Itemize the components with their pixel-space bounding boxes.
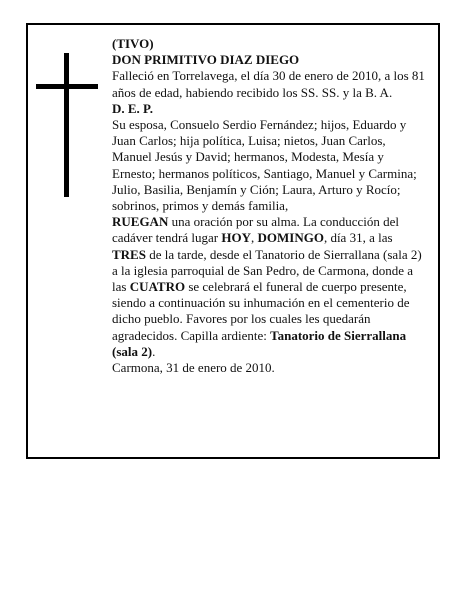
hoy-word: HOY [221, 230, 251, 246]
notice-heading-tivo: (TIVO) [112, 36, 154, 51]
cuatro-word: CUATRO [129, 279, 186, 295]
dep-line: D. E. P. [112, 100, 154, 116]
family-list: Su esposa, Consuelo Serdio Fernández; hijos, Eduardo y Juan Carlos; hija política, Luisa; nietos, Juan Carlos, Manuel Jesús y David; hermanos, Modesta, Mesía y Ernesto; hermanos políticos, Santiago, Manuel y Carmina; Julio, Basilia, Benjamín y Ción; Laura, Arturo y Rocío; sobrinos, primos y demás familia, [112, 117, 417, 214]
funeral-details [112, 214, 427, 360]
funeral-text-5: se celebrará el funeral de cuerpo presente, siendo a continuación su inhumación en el cementerio de dicho pueblo. Favores por los cuales les quedarán agradecidos. Capilla ardiente: [112, 279, 410, 343]
deceased-name: DON PRIMITIVO DIAZ DIEGO [112, 52, 300, 68]
closing-line: Carmona, 31 de enero de 2010. [112, 360, 275, 376]
cross-vertical-bar [64, 53, 69, 197]
funeral-text-3: , día 31, a las [323, 230, 393, 246]
funeral-text-4: de la tarde, desde el Tanatorio de Sierrallana (sala 2) a la iglesia parroquial de San Pedro, de Carmona, donde a las [112, 246, 422, 295]
cross-horizontal-bar [36, 84, 98, 89]
ruegan-word: RUEGAN [112, 214, 169, 230]
funeral-text-1: una oración por su alma. La conducción del cadáver tendrá lugar [112, 214, 400, 246]
domingo-word: DOMINGO [257, 230, 324, 246]
funeral-text-6: . [152, 343, 156, 359]
cross-icon [36, 53, 98, 197]
tres-word: TRES [112, 246, 146, 262]
tanatorio-name: Tanatorio de Sierrallana (sala 2) [112, 327, 407, 359]
notice-text [112, 36, 427, 376]
funeral-text-2: , [250, 230, 258, 246]
death-statement: Falleció en Torrelavega, el día 30 de enero de 2010, a los 81 años de edad, habiendo recibido los SS. SS. y la B. A. [112, 68, 425, 100]
